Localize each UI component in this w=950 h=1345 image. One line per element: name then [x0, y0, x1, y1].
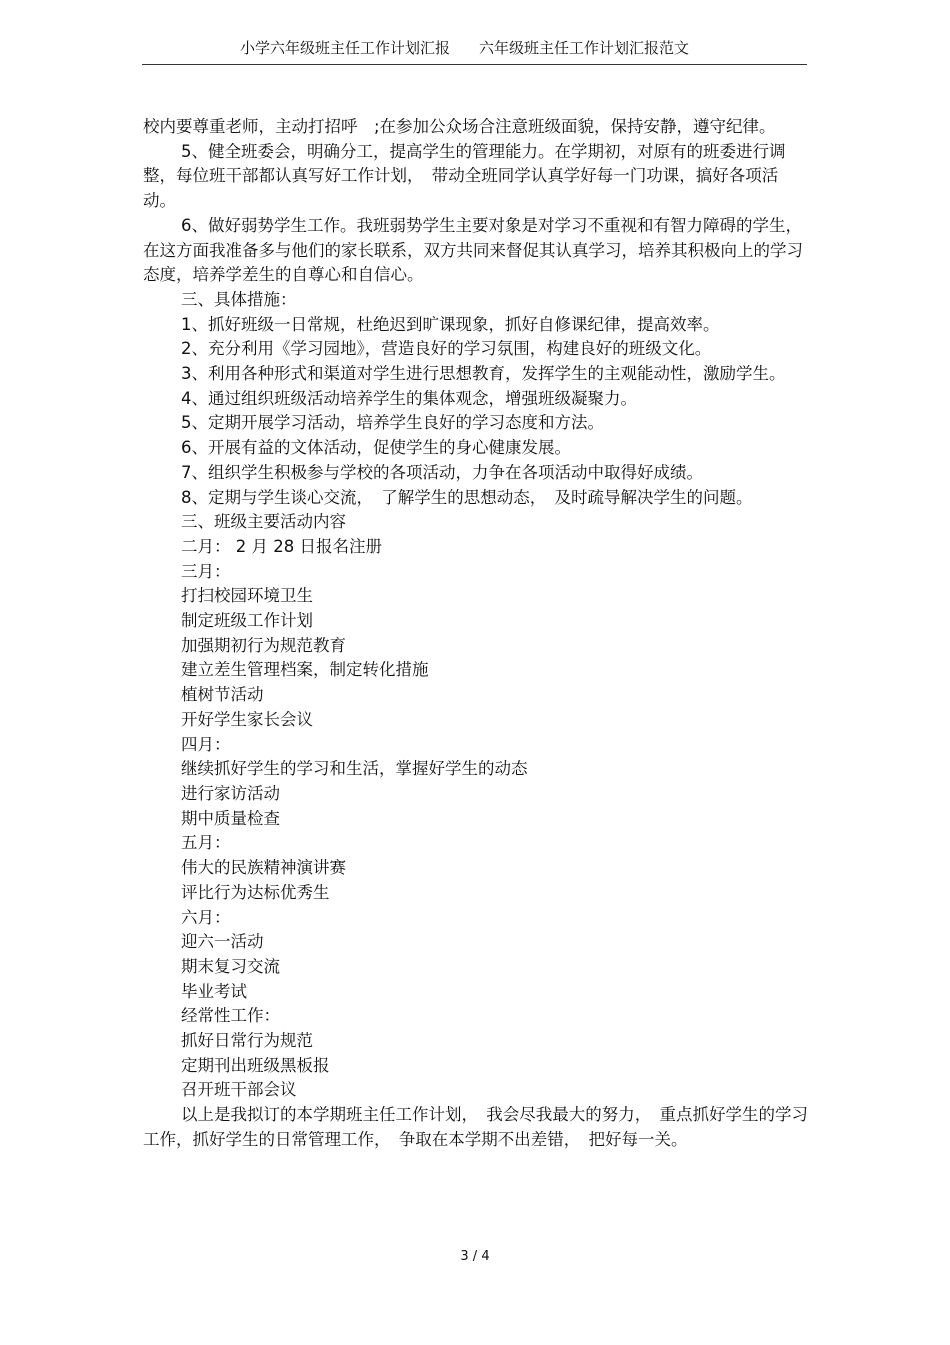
paragraph: 伟大的民族精神演讲赛	[181, 858, 346, 878]
paragraph: 期中质量检查	[181, 808, 280, 828]
paragraph: 5、健全班委会，明确分工，提高学生的管理能力。在学期初，对原有的班委进行调整，每位班干部都认真写好工作计划， 带动全班同学认真学好每一门功课，搞好各项活动。	[143, 141, 786, 211]
paragraph: 二月： 2 月 28 日报名注册	[181, 536, 382, 556]
header-title-left: 小学六年级班主任工作计划汇报	[240, 39, 451, 57]
paragraph: 打扫校园环境卫生	[181, 586, 313, 606]
paragraph: 2、充分利用《学习园地》，营造良好的学习氛围，构建良好的班级文化。	[181, 339, 712, 359]
paragraph: 六月：	[181, 907, 231, 927]
paragraph: 五月：	[181, 833, 231, 853]
paragraph: 6、开展有益的文体活动，促使学生的身心健康发展。	[181, 438, 571, 458]
paragraph: 迎六一活动	[181, 932, 264, 952]
paragraph: 经常性工作：	[181, 1006, 280, 1026]
paragraph: 制定班级工作计划	[181, 611, 313, 631]
paragraph: 以上是我拟订的本学期班主任工作计划， 我会尽我最大的努力， 重点抓好学生的学习工作，抓好学生的日常管理工作， 争取在本学期不出差错， 把好每一关。	[143, 1105, 808, 1149]
paragraph: 进行家访活动	[181, 783, 280, 803]
page-number: 3 / 4	[460, 1249, 490, 1264]
paragraph: 加强期初行为规范教育	[181, 635, 346, 655]
paragraph: 8、定期与学生谈心交流， 了解学生的思想动态， 及时疏导解决学生的问题。	[181, 487, 753, 507]
paragraph: 三、具体措施：	[181, 289, 297, 309]
paragraph: 四月：	[181, 734, 231, 754]
paragraph: 1、抓好班级一日常规，杜绝迟到旷课现象，抓好自修课纪律，提高效率。	[181, 314, 720, 334]
paragraph: 抓好日常行为规范	[181, 1031, 313, 1051]
paragraph: 期末复习交流	[181, 956, 280, 976]
paragraph: 开好学生家长会议	[181, 709, 313, 729]
paragraph: 7、组织学生积极参与学校的各项活动，力争在各项活动中取得好成绩。	[181, 462, 703, 482]
paragraph: 毕业考试	[181, 981, 247, 1001]
document-body	[143, 115, 811, 1153]
paragraph: 校内要尊重老师，主动打招呼 ;在参加公众场合注意班级面貌，保持安静，遵守纪律。	[143, 117, 776, 136]
paragraph: 召开班干部会议	[181, 1080, 297, 1100]
paragraph: 6、做好弱势学生工作。我班弱势学生主要对象是对学习不重视和有智力障碍的学生，在这方面我准备多与他们的家长联系，双方共同来督促其认真学习，培养其积极向上的学习态度，培养学差生的自尊心和自信心。	[143, 215, 803, 285]
header-title-right: 六年级班主任工作计划汇报范文	[479, 39, 690, 57]
paragraph: 三月：	[181, 561, 231, 581]
paragraph: 三、班级主要活动内容	[181, 512, 346, 532]
paragraph: 植树节活动	[181, 685, 264, 705]
paragraph: 4、通过组织班级活动培养学生的集体观念，增强班级凝聚力。	[181, 388, 637, 408]
paragraph: 继续抓好学生的学习和生活，掌握好学生的动态	[181, 759, 528, 779]
paragraph: 5、定期开展学习活动，培养学生良好的学习态度和方法。	[181, 413, 604, 433]
paragraph: 评比行为达标优秀生	[181, 882, 330, 902]
page-header	[142, 36, 807, 65]
paragraph: 建立差生管理档案，制定转化措施	[181, 660, 429, 680]
paragraph: 3、利用各种形式和渠道对学生进行思想教育，发挥学生的主观能动性，激励学生。	[181, 364, 786, 384]
paragraph: 定期刊出班级黑板报	[181, 1055, 330, 1075]
